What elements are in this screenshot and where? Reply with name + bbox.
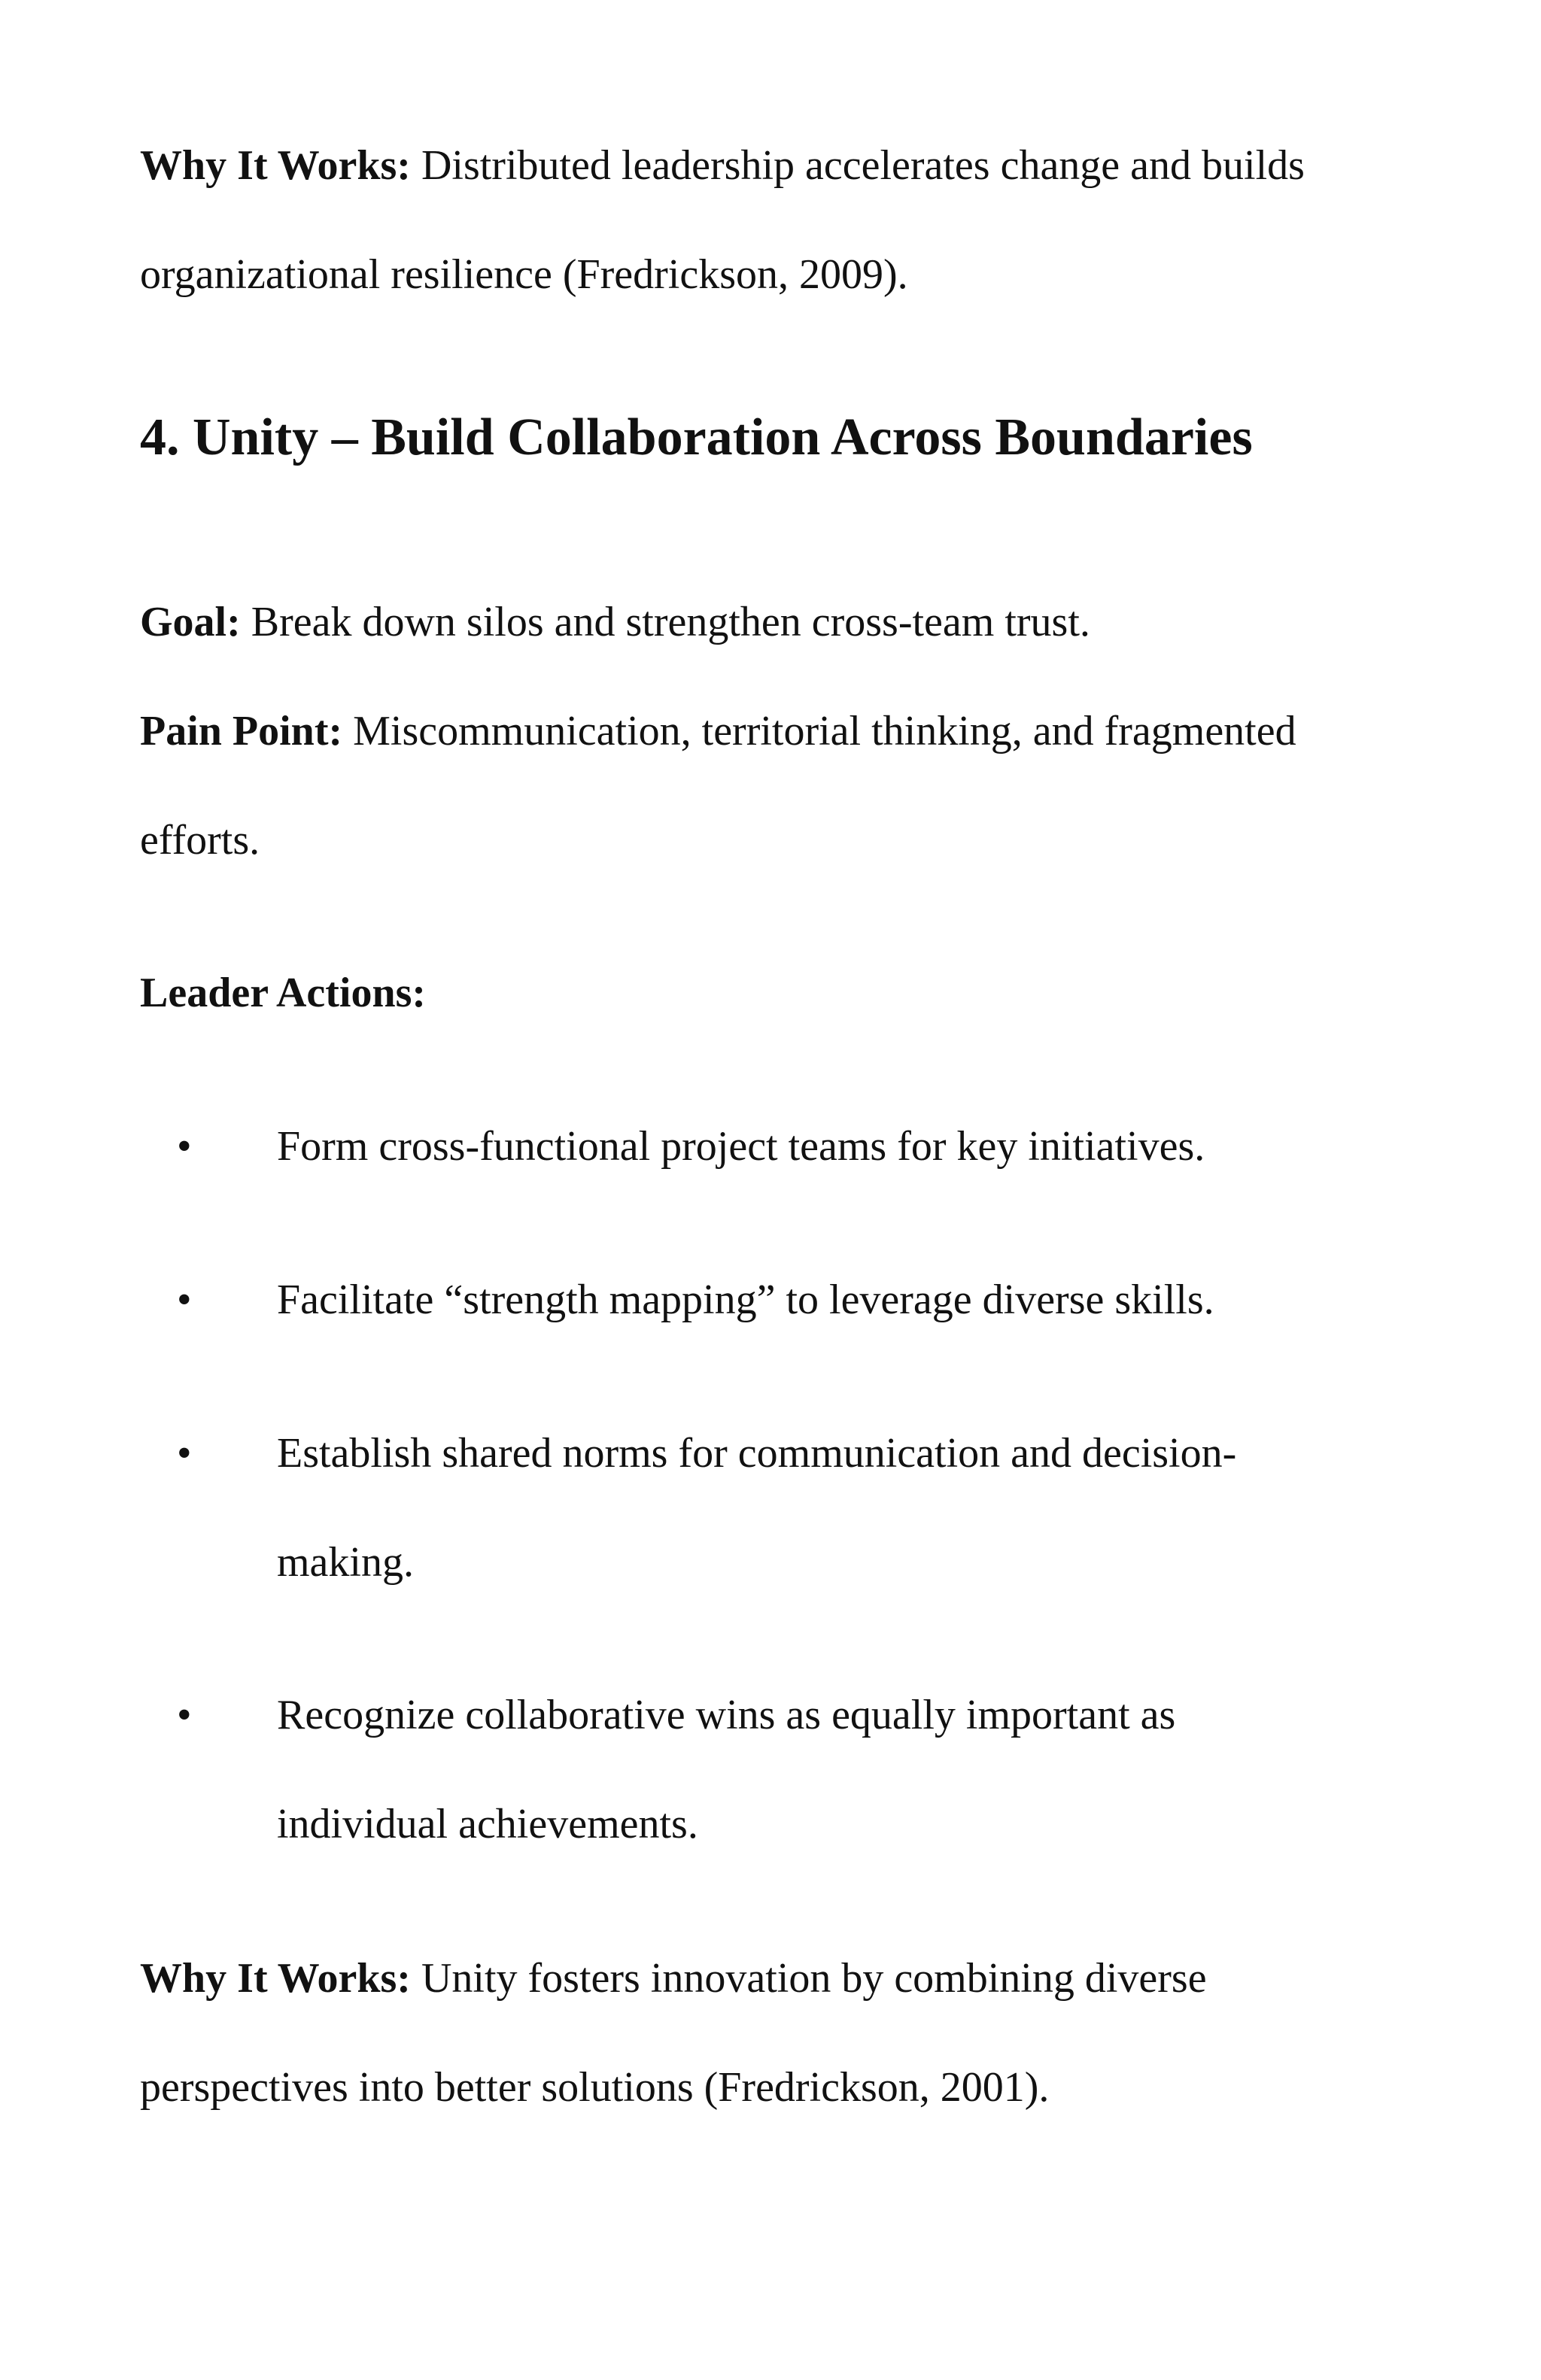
list-item: Establish shared norms for communication and decision-making.	[277, 1430, 1237, 1586]
bullet-glyph: •	[177, 1123, 192, 1170]
bullet-glyph: •	[177, 1430, 192, 1477]
why-it-works-paragraph	[140, 1924, 1374, 2142]
list-item: Form cross-functional project teams for key initiatives.	[277, 1123, 1205, 1170]
why-it-works-text: Distributed leadership accelerates change and builds organizational resilience (Fredrickson, 2009).	[140, 142, 1305, 298]
list-item: Recognize collaborative wins as equally important as individual achievements.	[277, 1692, 1176, 1847]
pain-point-label: Pain Point:	[140, 708, 343, 754]
leader-actions-label: Leader Actions:	[140, 970, 427, 1016]
why-it-works-label: Why It Works:	[140, 1955, 411, 2002]
leader-actions-heading	[140, 939, 1374, 1048]
bullet-glyph: •	[177, 1692, 192, 1738]
why-it-works-label: Why It Works:	[140, 142, 411, 189]
section-heading: 4. Unity – Build Collaboration Across Boundaries	[140, 408, 1253, 466]
list-item: Facilitate “strength mapping” to leverage diverse skills.	[277, 1277, 1214, 1323]
goal-text: Break down silos and strengthen cross-team trust.	[251, 599, 1090, 645]
goal-label: Goal:	[140, 599, 241, 645]
why-it-works-text: Unity fosters innovation by combining diverse perspectives into better solutions (Fredrickson, 2001).	[140, 1955, 1207, 2111]
bullet-glyph: •	[177, 1277, 192, 1323]
previous-why-it-works-paragraph	[140, 111, 1374, 329]
pain-point-paragraph	[140, 677, 1374, 895]
goal-paragraph	[140, 568, 1374, 677]
pain-point-text: Miscommunication, territorial thinking, and fragmented efforts.	[140, 708, 1296, 864]
